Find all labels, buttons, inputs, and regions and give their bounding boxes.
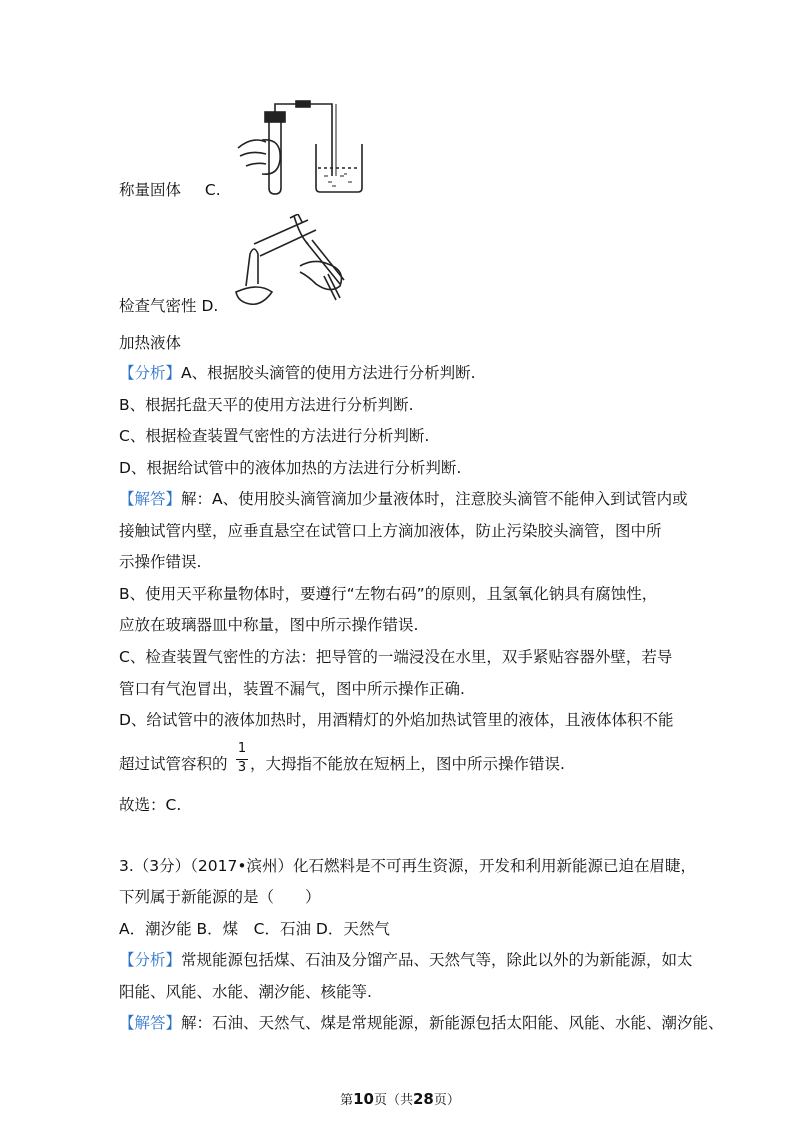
answer-choice: 故选：C. (119, 796, 182, 814)
footer-total-pages: 28 (413, 1090, 434, 1108)
answer-l1-text: 解：A、使用胶头滴管滴加少量液体时，注意胶头滴管不能伸入到试管内或 (181, 490, 688, 508)
answer-line-9-pre: 超过试管容积的 (119, 755, 228, 773)
fraction-numerator: 1 (237, 741, 247, 756)
q3-analysis-2: 阳能、风能、水能、潮汐能、核能等. (119, 983, 372, 1001)
analysis-a-text: A、根据胶头滴管的使用方法进行分析判断. (181, 364, 476, 382)
heating-figure (228, 214, 358, 314)
option-c-label: 检查气密性 (119, 297, 197, 315)
answer-tag: 【解答】 (119, 490, 182, 508)
footer-post: 页） (433, 1093, 460, 1108)
q3-analysis-1-text: 常规能源包括煤、石油及分馏产品、天然气等，除此以外的为新能源，如太 (181, 951, 693, 969)
answer-line-3: 示操作错误. (119, 553, 202, 571)
answer-line-7: 管口有气泡冒出，装置不漏气，图中所示操作正确. (119, 680, 465, 698)
q3-stem-2: 下列属于新能源的是（ ） (119, 888, 321, 906)
q3-answer-tag: 【解答】 (119, 1014, 182, 1032)
footer-mid: 页（共 (373, 1093, 413, 1108)
airtightness-figure (232, 96, 372, 196)
page-footer (0, 1089, 800, 1108)
answer-line-8: D、给试管中的液体加热时，用酒精灯的外焰加热试管里的液体，且液体体积不能 (119, 711, 674, 729)
answer-line-5: 应放在玻璃器皿中称量，图中所示操作错误. (119, 616, 419, 634)
option-d-label: 加热液体 (119, 334, 182, 352)
q3-answer-1 (119, 1011, 724, 1033)
option-d-marker: D. (201, 297, 219, 315)
option-b-label: 称量固体 (119, 181, 182, 199)
analysis-line-a (119, 361, 476, 383)
answer-line-2: 接触试管内壁，应垂直悬空在试管口上方滴加液体，防止污染胶头滴管，图中所 (119, 522, 662, 540)
q3-answer-1-text: 解：石油、天然气、煤是常规能源，新能源包括太阳能、风能、水能、潮汐能、 (181, 1014, 724, 1032)
analysis-tag: 【分析】 (119, 364, 182, 382)
option-b-text (119, 178, 221, 200)
footer-pre: 第 (340, 1093, 354, 1108)
q3-analysis-tag: 【分析】 (119, 951, 182, 969)
q3-analysis-1 (119, 948, 693, 970)
q3-options: A．潮汐能 B．煤 C．石油 D．天然气 (119, 920, 390, 938)
option-c-text (119, 294, 218, 316)
analysis-line-b: B、根据托盘天平的使用方法进行分析判断. (119, 396, 414, 414)
answer-line-1 (119, 487, 688, 509)
analysis-line-d: D、根据给试管中的液体加热的方法进行分析判断. (119, 459, 462, 477)
option-c-marker: C. (204, 181, 221, 199)
answer-line-6: C、检查装置气密性的方法：把导管的一端浸没在水里，双手紧贴容器外壁，若导 (119, 648, 673, 666)
analysis-line-c: C、根据检查装置气密性的方法进行分析判断. (119, 427, 430, 445)
answer-line-4: B、使用天平称量物体时，要遵行“左物右码”的原则，且氢氧化钠具有腐蚀性， (119, 585, 658, 603)
footer-page-number: 10 (353, 1090, 374, 1108)
q3-stem-1: 3.（3分）（2017•滨州）化石燃料是不可再生资源，开发和利用新能源已迫在眉睫， (119, 857, 696, 875)
fraction-denominator: 3 (237, 760, 247, 775)
answer-line-9-post: ，大拇指不能放在短柄上，图中所示操作错误. (250, 755, 565, 773)
